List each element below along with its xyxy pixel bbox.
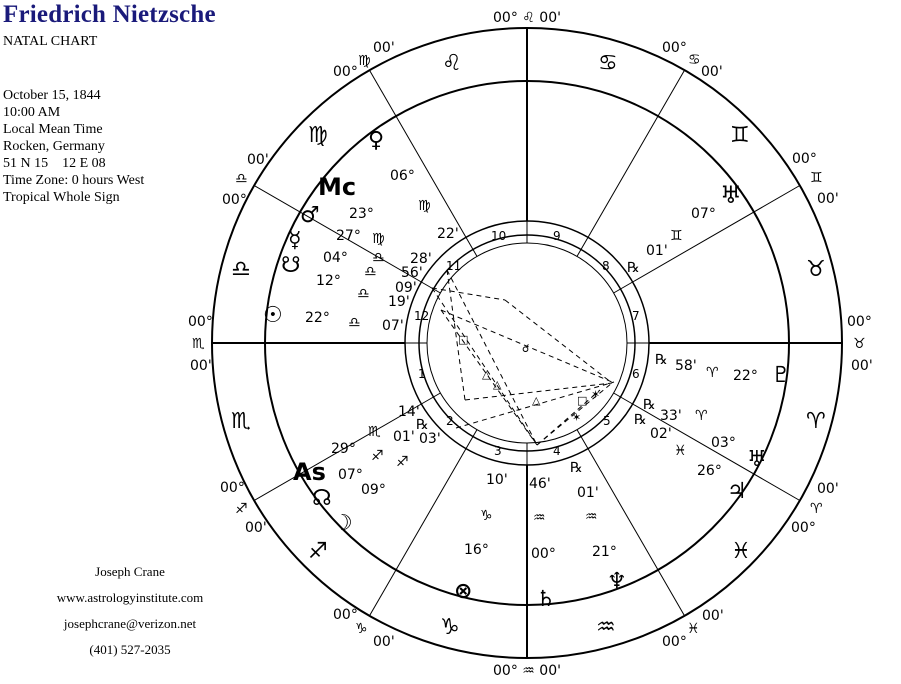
south-node-minutes: 19'	[388, 294, 410, 310]
south-node-degree: 12°	[316, 273, 341, 289]
house-spoke	[588, 70, 685, 237]
aspect-glyphs	[458, 333, 600, 424]
pluto-minutes: 58'	[675, 358, 697, 374]
uranus-second-sign: ♈	[695, 408, 708, 424]
ascendant-degree: 29°	[331, 441, 356, 457]
cusp-ur2-sign: ♊	[810, 170, 823, 186]
north-node-sign: ♐	[371, 448, 384, 464]
saturn-icon: ♄	[536, 587, 556, 612]
cusp-ur1-deg: 00°	[662, 40, 687, 56]
fortune-minutes: 10'	[486, 472, 508, 488]
libra-glyph: ♎	[231, 257, 251, 282]
cusp-ul2-deg: 00°	[222, 192, 247, 208]
house-3-number: 3	[494, 444, 502, 458]
cusp-ll2-min: 00'	[373, 634, 395, 650]
ascendant-sign: ♏	[368, 424, 381, 440]
midheaven-minutes: 28'	[410, 251, 432, 267]
aquarius-glyph: ♒	[596, 615, 616, 640]
north-node-icon: ☊	[312, 486, 332, 511]
cusp-right-deg: 00°	[847, 314, 872, 330]
north-node-retro-icon: ℞	[416, 417, 429, 433]
jupiter-degree: 26°	[697, 463, 722, 479]
mars-sign: ♎	[372, 250, 385, 266]
uranus-second-retro-icon: ℞	[643, 397, 656, 413]
cusp-ll2-deg: 00°	[333, 607, 358, 623]
house-7-number: 7	[632, 309, 640, 323]
sign-cusp-labels	[188, 10, 873, 679]
fortune-sign: ♑	[480, 508, 493, 524]
cancer-glyph: ♋	[598, 51, 618, 76]
neptune-icon: ♆	[607, 569, 627, 594]
cusp-right-sign: ♉	[853, 336, 866, 352]
mercury-sign: ♎	[364, 264, 377, 280]
pluto-retro-icon: ℞	[655, 352, 668, 368]
house-12-number: 12	[414, 309, 430, 323]
cusp-lr1-sign: ♈	[810, 501, 823, 517]
house-5-number: 5	[603, 414, 611, 428]
north-node-minutes: 01'	[393, 429, 415, 445]
pluto-degree: 22°	[733, 368, 758, 384]
cusp-bottom-label: 00° ♒ 00'	[493, 663, 561, 679]
cusp-ul2-min: 00'	[247, 152, 269, 168]
south-node-sign: ♎	[357, 286, 370, 302]
sextile-glyph: ✶	[572, 411, 582, 424]
sextile-glyph: ✶	[591, 388, 601, 401]
taurus-glyph: ♉	[806, 257, 826, 282]
house-spoke	[633, 186, 800, 283]
house-9-number: 9	[553, 229, 561, 243]
venus-minutes: 22'	[437, 226, 459, 242]
cusp-lr2-sign: ♓	[687, 621, 700, 637]
moon-sign: ♐	[396, 454, 409, 470]
mercury-degree: 04°	[323, 250, 348, 266]
jupiter-icon: ♃	[727, 479, 747, 504]
sagittarius-glyph: ♐	[308, 539, 328, 564]
uranus-icon: ♅	[720, 181, 742, 209]
house-11-number: 11	[446, 259, 462, 273]
timezone: Time Zone: 0 hours West	[3, 173, 145, 188]
square-glyph: □	[458, 333, 469, 346]
cusp-lr1-min: 00'	[817, 481, 839, 497]
cusp-ur2-deg: 00°	[792, 151, 817, 167]
sun-degree: 22°	[305, 310, 330, 326]
cusp-ur1-sign: ♋	[688, 52, 701, 68]
uranus-degree: 07°	[691, 206, 716, 222]
neptune-retro-icon: ℞	[570, 460, 583, 476]
mars-degree: 27°	[336, 228, 361, 244]
house-8-number: 8	[602, 259, 610, 273]
mars-minutes: 56'	[401, 265, 423, 281]
sun-minutes: 07'	[382, 318, 404, 334]
jupiter-sign: ♓	[674, 443, 687, 459]
website-link[interactable]: www.astrologyinstitute.com	[56, 590, 204, 605]
cusp-ur2-min: 00'	[817, 191, 839, 207]
gemini-glyph: ♊	[730, 123, 750, 148]
mercury-icon: ☿	[288, 228, 302, 253]
cusp-ll1-sign: ♐	[235, 501, 248, 517]
chart-subtitle: NATAL CHART	[3, 34, 98, 49]
north-node-degree: 07°	[338, 467, 363, 483]
birth-date: October 15, 1844	[3, 88, 101, 103]
cusp-lr2-min: 00'	[702, 608, 724, 624]
house-spoke	[370, 449, 467, 616]
virgo-glyph: ♍	[308, 123, 328, 148]
birth-place: Rocken, Germany	[3, 139, 105, 154]
moon-icon: ☽	[333, 511, 353, 536]
cusp-ul1-min: 00'	[373, 40, 395, 56]
neptune-sign: ♒	[585, 509, 598, 525]
house-system: Tropical Whole Sign	[3, 190, 120, 205]
uranus-minutes: 01'	[646, 243, 668, 259]
jupiter-minutes: 02'	[650, 426, 672, 442]
cusp-lr2-deg: 00°	[662, 634, 687, 650]
saturn-degree: 00°	[531, 546, 556, 562]
cusp-ll1-min: 00'	[245, 520, 267, 536]
cusp-left-min: 00'	[190, 358, 212, 374]
aspect-lines	[432, 270, 614, 445]
pluto-icon: ♇	[771, 363, 791, 388]
midheaven-degree: 23°	[349, 206, 374, 222]
house-4-number: 4	[553, 444, 561, 458]
trine-glyph: △	[532, 394, 541, 407]
mars-icon: ♂	[300, 203, 320, 228]
sun-icon: ☉	[263, 303, 283, 328]
capricorn-glyph: ♑	[440, 615, 460, 640]
ascendant-minutes: 14'	[398, 404, 420, 420]
moon-minutes: 03'	[419, 431, 441, 447]
uranus-sign: ♊	[670, 228, 683, 244]
ascendant-icon: As	[293, 458, 326, 486]
scorpio-glyph: ♏	[231, 409, 251, 434]
cusp-ll2-sign: ♑	[355, 621, 368, 637]
house-6-number: 6	[632, 367, 640, 381]
time-type: Local Mean Time	[3, 122, 103, 137]
mercury-minutes: 09'	[395, 280, 417, 296]
trine-glyph: △	[493, 378, 502, 391]
birth-coords: 51 N 15 12 E 08	[3, 156, 106, 171]
venus-sign: ♍	[418, 198, 431, 214]
fortune-degree: 16°	[464, 542, 489, 558]
south-node-icon: ☋	[281, 253, 301, 278]
phone-number: (401) 527-2035	[89, 642, 171, 657]
cusp-ul2-sign: ♎	[235, 171, 248, 187]
pluto-sign: ♈	[706, 365, 719, 381]
house-1-number: 1	[418, 367, 426, 381]
saturn-sign: ♒	[533, 510, 546, 526]
midheaven-icon: Mc	[318, 173, 357, 201]
house-2-number: 2	[446, 414, 454, 428]
pisces-glyph: ♓	[731, 539, 751, 564]
cusp-left-sign: ♏	[192, 336, 205, 352]
house-spoke	[588, 449, 685, 616]
cusp-ul1-deg: 00°	[333, 64, 358, 80]
trine-glyph: △	[482, 368, 491, 381]
leo-glyph: ♌	[442, 51, 462, 76]
email-link[interactable]: josephcrane@verizon.net	[63, 616, 197, 631]
venus-degree: 06°	[390, 168, 415, 184]
house-spoke	[633, 404, 800, 501]
midheaven-sign: ♍	[372, 231, 385, 247]
uranus-second-minutes: 33'	[660, 408, 682, 424]
aspect-line	[447, 270, 537, 445]
venus-icon: ♀	[368, 128, 385, 153]
birth-time: 10:00 AM	[3, 105, 61, 120]
square-glyph: □	[577, 394, 588, 407]
neptune-degree: 21°	[592, 544, 617, 560]
jupiter-retro-icon: ℞	[634, 412, 647, 428]
page-title: Friedrich Nietzsche	[3, 1, 216, 28]
cusp-ul1-sign: ♍	[358, 53, 371, 69]
cusp-left-deg: 00°	[188, 314, 213, 330]
cusp-lr1-deg: 00°	[791, 520, 816, 536]
cusp-ur1-min: 00'	[701, 64, 723, 80]
sun-sign: ♎	[348, 315, 361, 331]
aries-glyph: ♈	[806, 409, 826, 434]
cusp-ll1-deg: 00°	[220, 480, 245, 496]
uranus-second-degree: 03°	[711, 435, 736, 451]
uranus-retro-icon: ℞	[627, 260, 640, 276]
part-of-fortune-icon: ⊗	[454, 579, 473, 604]
cusp-top-label: 00° ♌ 00'	[493, 10, 561, 26]
cusp-right-min: 00'	[851, 358, 873, 374]
moon-degree: 09°	[361, 482, 386, 498]
conjunction-glyph: ☌	[522, 342, 530, 355]
neptune-minutes: 01'	[577, 485, 599, 501]
house-10-number: 10	[491, 229, 507, 243]
uranus-second-icon: ♅	[747, 447, 767, 472]
saturn-minutes: 46'	[529, 476, 551, 492]
author-name: Joseph Crane	[95, 564, 165, 579]
aspect-line	[432, 288, 505, 300]
